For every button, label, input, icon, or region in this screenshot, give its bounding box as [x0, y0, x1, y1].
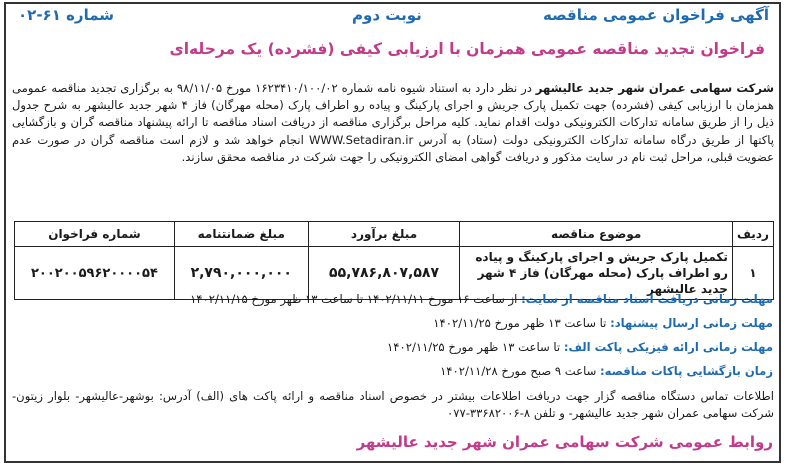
notice-round: نوبت دوم [352, 6, 422, 24]
cell-guarantee: ۲,۷۹۰,۰۰۰,۰۰۰ [174, 247, 308, 300]
notice-title: آگهی فراخوان عمومی مناقصه [543, 6, 769, 24]
table-header-row [15, 222, 774, 247]
deadline-label: مهلت زمانی ارائه فیزیکی پاکت الف: [563, 340, 773, 354]
deadline-item [13, 364, 773, 378]
header-subject: موضوع مناقصه [460, 222, 732, 247]
deadline-label: مهلت زمانی ارسال پیشنهاد: [610, 316, 773, 330]
deadline-label: مهلت زمانی دریافت اسناد مناقصه از سایت: [521, 292, 773, 306]
deadline-value: تا ساعت ۱۳ ظهر مورخ ۱۴۰۲/۱۱/۲۵ [387, 340, 561, 354]
header-call-number: شماره فراخوان [15, 222, 175, 247]
deadline-value: ساعت ۹ صبح مورخ ۱۴۰۲/۱۱/۲۸ [440, 364, 597, 378]
notice-body [12, 80, 774, 166]
deadline-value: تا ساعت ۱۳ ظهر مورخ ۱۴۰۲/۱۱/۲۵ [433, 316, 607, 330]
cell-call-number: ۲۰۰۲۰۰۵۹۶۲۰۰۰۰۵۴ [15, 247, 175, 300]
cell-estimate: ۵۵,۷۸۶,۸۰۷,۵۸۷ [308, 247, 460, 300]
notice-body-text: در نظر دارد به استناد شیوه نامه شماره ۱۶۲۳۴۱۰/۱۰۰/۰۲ مورخ ۹۸/۱۱/۰۵ به برگزاری تجدید مناقصه عمومی همزمان با ارزیابی کیفی (فشرده) جهت تکمیل پارک جریش و اجرای پارکینگ و پیاده رو اطراف پارک (محله مهرگان) فاز ۴ شهر جدید عالیشهر به شرح جدول ذیل را از طریق سامانه تدارکات الکترونیکی دولت اقدام نماید. کلیه مراحل برگزاری مناقصه از دریافت اسناد مناقصه تا ارائه پیشنهاد مناقصه گران و بازگشایی پاکتها از طریق درگاه سامانه تدارکات الکترونیکی دولت (ستاد) به آدرس WWW.Setadiran.ir انجام خواهد شد و لازم است مناقصه گران در صورت عدم عضویت قبلی، مراحل ثبت نام در سایت مذکور و دریافت گواهی امضای الکترونیکی را جهت شرکت در مناقصه محقق سازند. [12, 81, 774, 164]
cell-row-number: ۱ [732, 247, 773, 300]
footer-signature: روابط عمومی شرکت سهامی عمران شهر جدید عالیشهر [356, 433, 773, 451]
deadline-item [13, 292, 773, 306]
contact-info: اطلاعات تماس دستگاه مناقصه گزار جهت دریافت اطلاعات بیشتر در خصوص اسناد مناقصه و ارائه پاکت های (الف) آدرس: بوشهر-عالیشهر- بلوار زیتون- شرکت سهامی عمران شهر جدید عالیشهر- و تلفن ۸-۳۳۶۸۲۰۰۶-۰۷۷ [12, 389, 774, 420]
notice-number: شماره ۶۱-۰۲ [18, 6, 115, 24]
tender-table [14, 221, 774, 300]
notice-subtitle: فراخوان تجدید مناقصه عمومی همزمان با ارزیابی کیفی (فشرده) یک مرحله‌ای [169, 40, 765, 58]
deadline-item [13, 316, 773, 330]
company-name: شرکت سهامی عمران شهر جدید عالیشهر [535, 81, 775, 95]
header-row-number: ردیف [732, 222, 773, 247]
deadline-item [13, 340, 773, 354]
header-guarantee: مبلغ ضمانتنامه [174, 222, 308, 247]
header-estimate: مبلغ برآورد [308, 222, 460, 247]
deadline-label: زمان بازگشایی پاکات مناقصه: [600, 364, 773, 378]
deadline-value: از ساعت ۱۶ مورخ ۱۴۰۲/۱۱/۱۱ تا ساعت ۱۳ ظهر مورخ ۱۴۰۲/۱۱/۱۵ [190, 292, 518, 306]
cell-subject: تکمیل پارک جریش و اجرای پارکینگ و پیاده رو اطراف پارک (محله مهرگان) فاز ۴ شهر جدید عالیشهر [460, 247, 732, 300]
